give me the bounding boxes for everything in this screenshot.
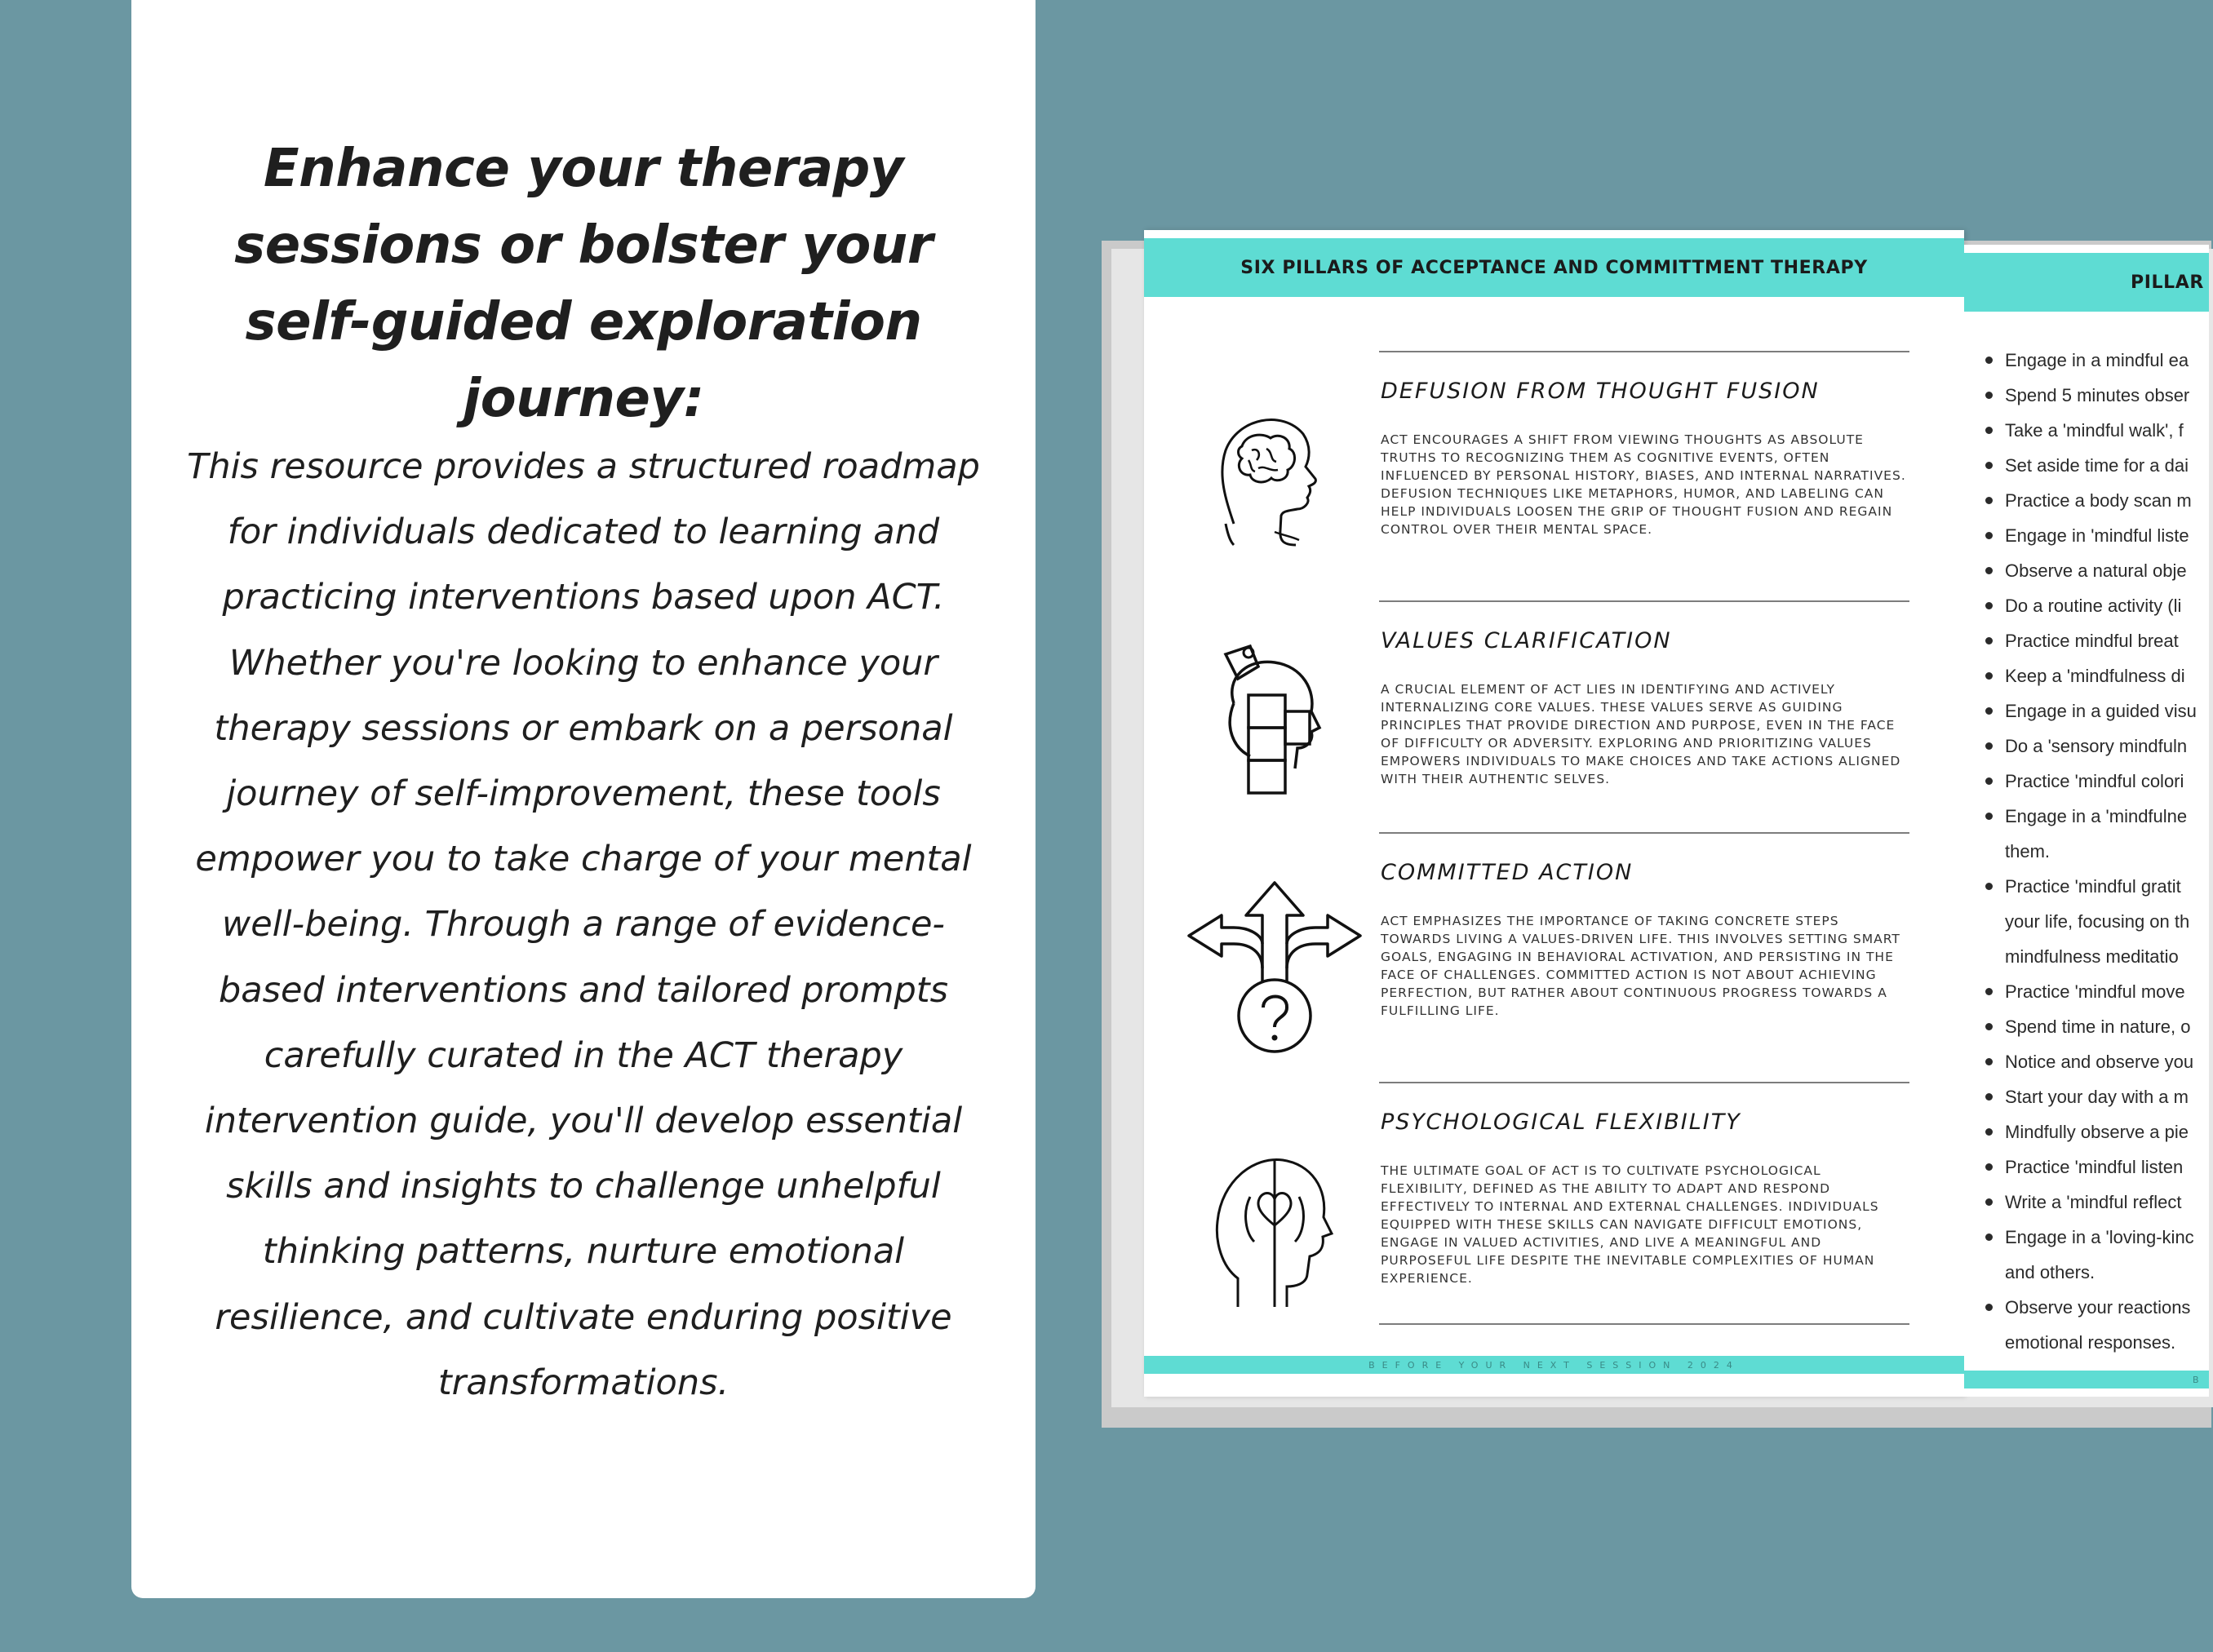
list-item: [1980, 553, 2197, 588]
bullet-icon: [1985, 1093, 1993, 1101]
list-item-text: Engage in 'mindful liste: [2005, 525, 2189, 546]
list-item-text: Engage in a mindful ea: [2005, 350, 2189, 370]
head-brain-icon: [1201, 401, 1332, 548]
bullet-icon: [1985, 392, 1993, 399]
divider: [1379, 832, 1909, 834]
list-item-text: Engage in a 'mindfulne: [2005, 806, 2188, 826]
bullet-icon: [1985, 602, 1993, 609]
right-page-header-title: PILLAR: [2131, 272, 2204, 293]
list-item-text: Spend 5 minutes obser: [2005, 385, 2190, 405]
bullet-icon: [1985, 1198, 1993, 1206]
list-item-text: Write a 'mindful reflect: [2005, 1192, 2182, 1212]
list-item: [1980, 974, 2197, 1009]
list-item-continuation: them.: [2005, 841, 2051, 861]
list-item: [1980, 623, 2197, 658]
bullet-icon: [1985, 988, 1993, 995]
list-item: [1980, 518, 2197, 553]
left-page-header-title: SIX PILLARS OF ACCEPTANCE AND COMMITTMENT THERAPY: [1240, 257, 1868, 278]
book-right-page: [1964, 245, 2209, 1397]
list-item-continuation: emotional responses.: [2005, 1332, 2176, 1353]
bullet-icon: [1985, 707, 1993, 715]
list-item-text: Practice 'mindful listen: [2005, 1157, 2184, 1177]
puzzle-head-icon: [1201, 638, 1332, 797]
list-item: [1980, 1290, 2197, 1325]
list-item: [1980, 588, 2197, 623]
bullet-icon: [1985, 532, 1993, 539]
list-item: [1980, 764, 2197, 799]
list-item-text: Start your day with a m: [2005, 1087, 2189, 1107]
right-page-footer: [1964, 1371, 2209, 1388]
pillar-body: THE ULTIMATE GOAL OF ACT IS TO CULTIVATE PSYCHOLOGICAL FLEXIBILITY, DEFINED AS THE ABILITY TO ADAPT AND RESPOND EFFECTIVELY TO INTERNAL AND EXTERNAL CHALLENGES. INDIVIDUALS EQUIPPED WITH THESE SKILLS CAN NAVIGATE DIFFICULT EMOTIONS, ENGAGE IN VALUED ACTIVITIES, AND LIVE A MEANINGFUL AND PURPOSEFUL LIFE DESPITE THE INEVITABLE COMPLEXITIES OF HUMAN EXPERIENCE.: [1381, 1163, 1879, 1286]
list-item-text: Notice and observe you: [2005, 1052, 2194, 1072]
list-item: [1980, 1079, 2197, 1114]
list-item-continuation: your life, focusing on th: [2005, 911, 2190, 932]
list-item-text: Practice 'mindful move: [2005, 981, 2185, 1002]
list-item-text: Do a 'sensory mindfuln: [2005, 736, 2188, 756]
left-page-footer-text: BEFORE YOUR NEXT SESSION 2024: [1368, 1359, 1740, 1371]
list-item: [1980, 658, 2197, 693]
list-item: [1980, 1149, 2197, 1185]
bullet-icon: [1985, 462, 1993, 469]
list-item-text: Set aside time for a dai: [2005, 455, 2189, 476]
bullet-icon: [1985, 1163, 1993, 1171]
list-item-text: Practice 'mindful colori: [2005, 771, 2184, 791]
list-item: [1980, 448, 2197, 483]
bullet-icon: [1985, 567, 1993, 574]
intro-heading: Enhance your therapy sessions or bolster your self-guided exploration journey:: [234, 139, 933, 429]
crossroads-question-icon: [1185, 879, 1364, 1058]
pillar-body: A CRUCIAL ELEMENT OF ACT LIES IN IDENTIFYING AND ACTIVELY INTERNALIZING CORE VALUES. THESE VALUES SERVE AS GUIDING PRINCIPLES THAT PROVIDE DIRECTION AND PURPOSE, EVEN IN THE FACE OF DIFFICULTY OR ADVERSITY. EXPLORING AND PRIORITIZING VALUES EMPOWERS INDIVIDUALS TO MAKE CHOICES AND TAKE ACTIONS ALIGNED WITH THEIR AUTHENTIC SELVES.: [1381, 682, 1901, 786]
pillar-title: DEFUSION FROM THOUGHT FUSION: [1381, 379, 1820, 404]
bullet-icon: [1985, 1023, 1993, 1030]
list-item-text: Observe a natural obje: [2005, 560, 2187, 581]
list-item: [1980, 1220, 2197, 1255]
list-item-text: Keep a 'mindfulness di: [2005, 666, 2185, 686]
right-page-footer-text: B: [2193, 1374, 2206, 1385]
left-page-footer: [1144, 1356, 1964, 1374]
intro-body: This resource provides a structured roadmap for individuals dedicated to learning and practicing interventions based upon ACT. Whether you're looking to enhance your therapy sessions or embark on a personal journey of self-improvement, these tools empower you to take charge of your mental well-being. Through a range of evidence-based interventions and tailored prompts carefully curated in the ACT therapy intervention guide, you'll develop essential skills and insights to challenge unhelpful thinking patterns, nurture emotional resilience, and cultivate enduring positive transformations.: [187, 446, 980, 1403]
divider: [1379, 600, 1909, 602]
list-item-text: Do a routine activity (li: [2005, 596, 2182, 616]
bullet-icon: [1985, 813, 1993, 820]
list-item-text: Spend time in nature, o: [2005, 1016, 2191, 1037]
right-page-header: [1964, 253, 2209, 312]
list-item: [1980, 378, 2197, 413]
list-item-continuation: mindfulness meditatio: [2005, 946, 2179, 967]
list-item: [1980, 869, 2197, 904]
list-item: [1980, 729, 2197, 764]
pillar-title: VALUES CLARIFICATION: [1381, 628, 1672, 653]
list-item: [1980, 1009, 2197, 1044]
list-item-text: Practice 'mindful gratit: [2005, 876, 2181, 897]
bullet-icon: [1985, 883, 1993, 890]
list-item-text: Mindfully observe a pie: [2005, 1122, 2189, 1142]
list-item-text: Take a 'mindful walk', f: [2005, 420, 2184, 441]
divider: [1379, 351, 1909, 352]
divider: [1379, 1082, 1909, 1083]
bullet-icon: [1985, 1128, 1993, 1136]
pillar-body: ACT ENCOURAGES A SHIFT FROM VIEWING THOUGHTS AS ABSOLUTE TRUTHS TO RECOGNIZING THEM AS COGNITIVE EVENTS, OFTEN INFLUENCED BY PERSONAL HISTORY, BIASES, AND INTERNAL NARRATIVES. DEFUSION TECHNIQUES LIKE METAPHORS, HUMOR, AND LABELING CAN HELP INDIVIDUALS LOOSEN THE GRIP OF THOUGHT FUSION AND REGAIN CONTROL OVER THEIR MENTAL SPACE.: [1381, 432, 1906, 537]
bullet-icon: [1985, 672, 1993, 680]
bullet-icon: [1985, 1058, 1993, 1065]
bullet-icon: [1985, 637, 1993, 644]
bullet-icon: [1985, 1304, 1993, 1311]
activity-list: [1980, 343, 2197, 1360]
book-left-page: [1144, 230, 1964, 1397]
bullet-icon: [1985, 777, 1993, 785]
list-item: [1980, 413, 2197, 448]
list-item: [1980, 1185, 2197, 1220]
list-item: [1980, 693, 2197, 729]
bullet-icon: [1985, 1233, 1993, 1241]
list-item-text: Engage in a 'loving-kinc: [2005, 1227, 2194, 1247]
list-item: [1980, 483, 2197, 518]
list-item: [1980, 1114, 2197, 1149]
list-item: [1980, 343, 2197, 378]
divider: [1379, 1323, 1909, 1325]
bullet-icon: [1985, 497, 1993, 504]
list-item: [1980, 1044, 2197, 1079]
list-item-text: Practice mindful breat: [2005, 631, 2179, 651]
list-item-text: Practice a body scan m: [2005, 490, 2192, 511]
list-item-text: Observe your reactions: [2005, 1297, 2191, 1318]
pillar-title: PSYCHOLOGICAL FLEXIBILITY: [1381, 1109, 1741, 1135]
head-heart-icon: [1205, 1152, 1336, 1315]
list-item: [1980, 799, 2197, 834]
bullet-icon: [1985, 427, 1993, 434]
left-page-header: [1144, 238, 1964, 297]
bullet-icon: [1985, 742, 1993, 750]
list-item-continuation: and others.: [2005, 1262, 2095, 1282]
bullet-icon: [1985, 357, 1993, 364]
pillar-title: COMMITTED ACTION: [1381, 860, 1634, 885]
pillar-body: ACT EMPHASIZES THE IMPORTANCE OF TAKING CONCRETE STEPS TOWARDS LIVING A VALUES-DRIVEN LIFE. THIS INVOLVES SETTING SMART GOALS, ENGAGING IN BEHAVIORAL ACTIVATION, AND PERSISTING IN THE FACE OF CHALLENGES. COMMITTED ACTION IS NOT ABOUT ACHIEVING PERFECTION, BUT RATHER ABOUT CONTINUOUS PROGRESS TOWARDS A FULFILLING LIFE.: [1381, 914, 1900, 1018]
list-item-text: Engage in a guided visu: [2005, 701, 2197, 721]
